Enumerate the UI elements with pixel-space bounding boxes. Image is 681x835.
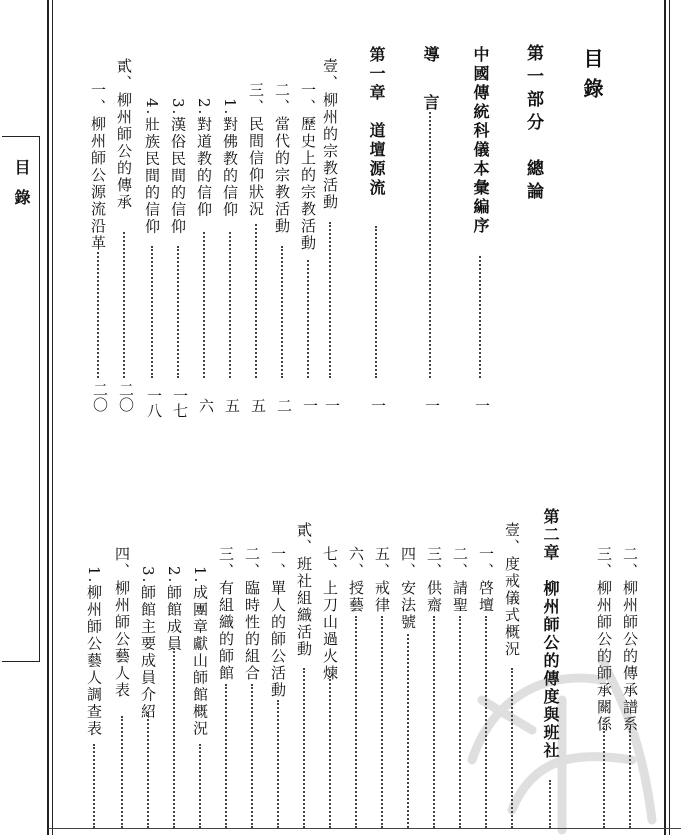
toc-entry-preface[interactable]: 中國傳統科儀本彙編序: [471, 46, 490, 236]
dot-leader: [123, 232, 127, 378]
page-number: 一: [423, 398, 441, 413]
toc-entry-b11[interactable]: 貳、班社組織活動: [295, 522, 313, 658]
toc-entry-b19[interactable]: 1.柳州師公藝人調查表: [85, 566, 103, 738]
dot-leader: [251, 684, 255, 828]
toc-entry-s1c[interactable]: 三、民間信仰狀況: [247, 82, 265, 218]
toc-entry-s1c4[interactable]: 4.壯族民間的信仰: [143, 98, 161, 236]
toc-entry-b16[interactable]: 2.師館成員: [165, 566, 183, 653]
dot-leader: [303, 668, 307, 828]
toc-entry-s2a[interactable]: 一、柳州師公源流沿革: [89, 82, 107, 252]
dot-leader: [433, 616, 437, 828]
toc-entry-b5[interactable]: 二、請聖: [451, 546, 469, 614]
toc-entry-b13[interactable]: 二、臨時性的組合: [243, 546, 261, 682]
toc-entry-s2[interactable]: 貳、柳州師公的傳承: [115, 58, 133, 211]
dot-leader: [307, 260, 311, 378]
dot-leader: [121, 716, 125, 828]
dot-leader: [355, 616, 359, 828]
toc-entry-b6[interactable]: 三、供齋: [425, 546, 443, 614]
page-title: 目錄: [580, 48, 604, 108]
dot-leader: [151, 246, 155, 378]
toc-entry-b8[interactable]: 五、戒律: [373, 546, 391, 614]
left-border-line: [47, 0, 49, 835]
page-number: 一: [473, 398, 491, 413]
dot-leader: [375, 226, 379, 378]
dot-leader: [203, 232, 207, 378]
dot-leader: [199, 744, 203, 828]
toc-entry-s1c2[interactable]: 2.對道教的信仰: [195, 98, 213, 219]
dot-leader: [97, 252, 101, 378]
dot-leader: [255, 224, 259, 378]
toc-entry-b15[interactable]: 1.成團章獻山師館概況: [191, 566, 209, 738]
page-number: 六: [197, 398, 215, 413]
dot-leader: [329, 222, 333, 378]
toc-entry-b14[interactable]: 三、有組織的師館: [217, 546, 235, 682]
toc-entry-s1[interactable]: 壹、柳州的宗教活動: [321, 58, 339, 211]
dot-leader: [429, 112, 433, 378]
dot-leader: [229, 232, 233, 378]
toc-entry-b7[interactable]: 四、安法號: [399, 546, 417, 631]
toc-entry-b4[interactable]: 一、啓壇: [477, 546, 495, 614]
dot-leader: [173, 648, 177, 828]
page-number: 五: [223, 398, 241, 413]
toc-entry-b17[interactable]: 3.師館主要成員介紹: [139, 566, 157, 721]
toc-entry-b18[interactable]: 四、柳州師公藝人表: [113, 546, 131, 699]
dot-leader: [381, 616, 385, 828]
toc-entry-ch1[interactable]: 第一章 道壇源流: [367, 46, 386, 198]
page-number: 一: [301, 398, 319, 413]
toc-entry-ch2[interactable]: 第二章 柳州師公的傳度與班社: [541, 508, 560, 760]
side-tab-title: 目錄: [12, 159, 31, 219]
page-number: 一: [369, 398, 387, 413]
toc-entry-b2[interactable]: 三、柳州師公的師承關係: [595, 546, 613, 733]
dot-leader: [177, 246, 181, 378]
toc-entry-s1b[interactable]: 二、當代的宗教活動: [273, 82, 291, 235]
dot-leader: [329, 676, 333, 828]
dot-leader: [277, 700, 281, 828]
toc-entry-s1c1[interactable]: 1.對佛教的信仰: [221, 98, 239, 219]
dot-leader: [479, 256, 483, 378]
dot-leader: [225, 684, 229, 828]
dot-leader: [147, 712, 151, 828]
watermark-seal: [452, 640, 672, 835]
left-border-line-inner: [52, 0, 53, 835]
toc-entry-b3[interactable]: 壹、度戒儀式概況: [503, 522, 521, 658]
toc-entry-intro[interactable]: 導 言: [421, 46, 440, 110]
page-number: 一七: [171, 388, 189, 418]
page-number: 二: [275, 398, 293, 413]
toc-entry-b9[interactable]: 六、授藝: [347, 546, 365, 614]
page-number: 一八: [145, 388, 163, 418]
dot-leader: [407, 634, 411, 828]
toc-entry-s1c3[interactable]: 3.漢俗民間的信仰: [169, 98, 187, 236]
toc-entry-b10[interactable]: 七、上刀山過火煉: [321, 546, 339, 682]
page-number: 五: [249, 398, 267, 413]
dot-leader: [281, 246, 285, 378]
toc-entry-s1a[interactable]: 一、歷史上的宗教活動: [299, 82, 317, 252]
page-number: 一: [323, 398, 341, 413]
side-tab: [2, 136, 40, 662]
page-number: 二〇: [91, 382, 109, 412]
page-number: 二〇: [117, 382, 135, 412]
toc-entry-b12[interactable]: 一、單人的師公活動: [269, 546, 287, 699]
dot-leader: [93, 744, 97, 828]
toc-entry-part1[interactable]: 第一部分 總論: [523, 44, 543, 205]
toc-entry-b1[interactable]: 二、柳州師公的傳承譜系: [621, 546, 639, 733]
